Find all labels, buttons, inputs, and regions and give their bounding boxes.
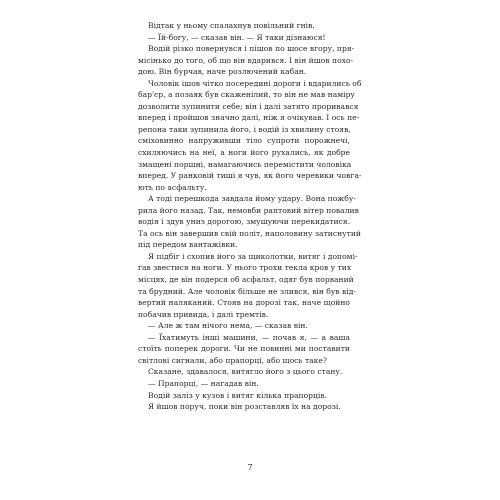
text-line: Сказане, здавалося, витягло його з цього стану. — [148, 367, 343, 377]
text-line: Та ось він завершив свій політ, наполовину затиснутий — [138, 228, 361, 238]
text-line: схиляючись на неї, а ноги його рухались, як добре — [138, 148, 350, 158]
text-line: водія і здув униз дорогою, змушуючи перекидатися. — [138, 217, 350, 227]
text-line: Водій заліз у кузов і витяг кілька прапорців. — [148, 390, 328, 400]
text-line: та брудний. Але чоловік більше не злився, він був від- — [138, 286, 356, 296]
text-line: А тоді перешкода завдала йому удару. Вона пожбу- — [148, 194, 356, 204]
text-line: гав звестися на ноги. У нього трохи текла кров у тих — [138, 263, 352, 273]
text-line: вертий наляканий. Стояв на дорозі так, наче щойно — [138, 298, 350, 308]
text-line: побачив привида, і далі тремтів. — [138, 309, 269, 319]
text-line: світлові сигнали, або прапорці, або щось таке? — [138, 355, 327, 365]
text-line: Водій різко повернувся і пішов по шосе вгору, пря- — [148, 44, 355, 54]
text-line: ють по асфальту. — [138, 182, 207, 192]
text-line: Чоловік ішов чітко посередині дороги і вдарились об — [148, 78, 362, 88]
text-line: репона таки зупинила його, і водій із хвилину стояв, — [138, 124, 351, 134]
text-line: дозволити зупинити себе; він і далі затято проривався — [138, 101, 359, 111]
text-line: під передом вантажівки. — [138, 240, 238, 250]
text-line: вперед. У ранковій тиші я чув, як його черевики човга- — [138, 171, 362, 181]
text-line: Я йшов поруч, поки він розставляв їх на дорозі. — [148, 402, 341, 412]
text-line: — Їхатимуть інші машини, — почав я, — а ваша — [148, 332, 350, 342]
text-line: місцях, де він подерся об асфальт, одяг був порваний — [138, 275, 354, 285]
text-line: сміховинно напруживши тіло супроти порожнечі, — [138, 136, 350, 146]
text-line: вперед і пройшов значно далі, ніж я очікував. І ось пе- — [138, 113, 360, 123]
text-line: бар'єр, а позаяк був скаженілий, то він не мав наміру — [138, 90, 355, 100]
page-number: 7 — [247, 463, 253, 472]
text-line: рила його назад. Так, немовби раптовий вітер повалив — [138, 205, 359, 215]
text-line: Відтак у ньому спалахнув повільний гнів. — [148, 21, 315, 30]
text-line: — Але ж там нічого нема, — сказав він. — [148, 321, 308, 331]
body-text — [138, 20, 362, 413]
text-line: стоїть поперек дороги. Чи не повинні ми поставити — [138, 344, 350, 354]
text-line: дою. Він бурчав, наче розлючений кабан. — [138, 67, 307, 77]
text-line: змащені поршні, намагаючись перемістити чоловіка — [138, 159, 352, 169]
text-line: Я підбіг і схопив його за щиколотки, витяг і допомі- — [148, 251, 358, 261]
text-line: — Прапорці, — нагадав він. — [148, 378, 259, 388]
text-line: місінько до того, об що він вдарився. І він йшов похо- — [138, 55, 354, 65]
text-line: — Їй-богу, — сказав він. — Я таки дізнаюся! — [148, 32, 326, 42]
